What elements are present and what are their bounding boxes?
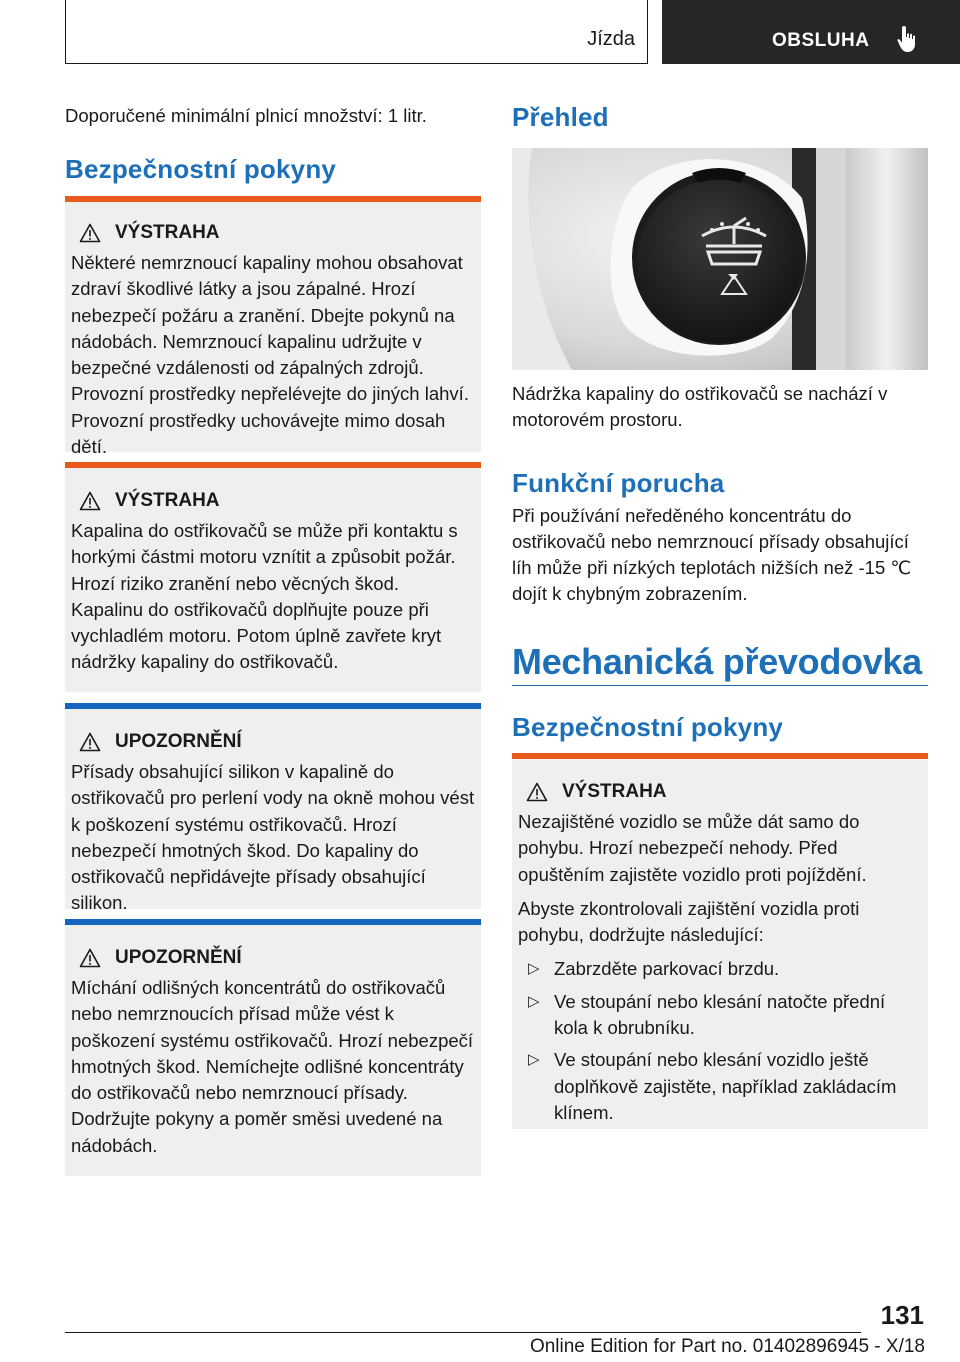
warning-triangle-icon	[79, 948, 101, 968]
left-safety-heading: Bezpečnostní pokyny	[65, 154, 337, 184]
warning-title: VÝSTRAHA	[562, 781, 667, 802]
notice-box-1	[65, 703, 481, 914]
washer-reservoir-photo	[512, 148, 928, 370]
footer-divider	[65, 1332, 861, 1333]
triangle-right-icon: ▷	[528, 1051, 540, 1069]
warning-box-2	[65, 462, 481, 692]
notice-title: UPOZORNĚNÍ	[115, 947, 242, 968]
notice-box-2	[65, 919, 481, 1176]
header-chapter-box	[662, 0, 960, 64]
warning-triangle-icon	[79, 491, 101, 511]
triangle-right-icon: ▷	[528, 992, 540, 1010]
warning-triangle-icon	[79, 223, 101, 243]
malfunction-heading: Funkční porucha	[512, 468, 725, 498]
header-section-label: Jízda	[587, 28, 635, 50]
notice-text: Míchání odlišných koncentrátů do ostřikovačů nebo nemrznoucích přísad může vést k poškození systému ostřikovačů. Hrozí nebezpečí hmotných škod. Nemíchejte odlišné koncentráty do ostřikovačů nebo nemrznoucí přísady. Dodržujte pokyny a poměr směsi uvedené na nádobách.	[71, 977, 474, 1156]
warning-bar	[65, 196, 481, 202]
warning-text: Některé nemrznoucí kapaliny mohou obsahovat zdraví škodlivé látky a jsou zápalné. Hrozí nebezpečí požáru a zranění. Dbejte pokynů na nádobách. Nemrznoucí kapalinu udržujte v bezpečné vzdálenosti od zápalných zdrojů. Provozní prostředky nepřelévejte do jiných lahví. Provozní prostředky uchovávejte mimo dosah dětí.	[71, 252, 469, 458]
warning-box-3	[512, 753, 928, 1129]
warning-title: VÝSTRAHA	[115, 222, 220, 243]
steps-list	[518, 956, 922, 1126]
right-safety-heading: Bezpečnostní pokyny	[512, 712, 784, 742]
warning-box-1	[65, 196, 481, 458]
page-number: 131	[880, 1300, 924, 1330]
notice-bar	[65, 703, 481, 709]
warning-text: Nezajištěné vozidlo se může dát samo do pohybu. Hrozí nebezpečí nehody. Před opuštěním zajistěte vozidlo proti pojíždění.	[518, 811, 867, 885]
footer-edition: Online Edition for Part no. 01402896945 - X/18	[529, 1336, 925, 1357]
header-chapter-label: OBSLUHA	[772, 30, 870, 51]
warning-bar	[512, 753, 928, 759]
overview-heading: Přehled	[512, 102, 609, 132]
notice-bar	[65, 919, 481, 925]
triangle-right-icon: ▷	[528, 960, 540, 978]
warning-title: VÝSTRAHA	[115, 490, 220, 511]
photo-caption: Nádržka kapaliny do ostřikovačů se nachází v motorovém prostoru.	[512, 383, 888, 430]
malfunction-text: Při používání neředěného koncentrátu do ostřikovačů nebo nemrznoucí přísady obsahující líh může při nízkých teplotách nižších než -15 ℃ dojít k chybným zobrazením.	[512, 505, 912, 604]
list-item: ▷ Ve stoupání nebo klesání vozidlo ještě doplňkově zajistěte, například zakládacím klínem.	[528, 1049, 897, 1123]
notice-title: UPOZORNĚNÍ	[115, 731, 242, 752]
steps-intro: Abyste zkontrolovali zajištění vozidla proti pohybu, dodržujte následující:	[518, 897, 860, 946]
list-item: ▷ Ve stoupání nebo klesání natočte přední kola k obrubníku.	[528, 990, 886, 1039]
warning-triangle-icon	[79, 732, 101, 752]
warning-bar	[65, 462, 481, 468]
pointing-hand-icon	[895, 24, 921, 54]
chapter-underline	[512, 685, 928, 686]
list-item: ▷ Zabrzděte parkovací brzdu.	[518, 956, 922, 982]
notice-text: Přísady obsahující silikon v kapalině do ostřikovačů pro perlení vody na okně mohou vést k poškození systému ostřikovačů. Hrozí nebezpečí hmotných škod. Do kapaliny do ostřikovačů nepřidávejte přísady obsahující silikon.	[71, 761, 475, 914]
intro-text: Doporučené minimální plnicí množství: 1 litr.	[65, 105, 427, 126]
header-section-box	[65, 0, 648, 64]
chapter-heading: Mechanická převodovka	[512, 641, 922, 682]
washer-fluid-cap-illustration	[512, 148, 928, 370]
warning-text: Kapalina do ostřikovačů se může při kontaktu s horkými částmi motoru vznítit a způsobit požár. Hrozí riziko zranění nebo věcných škod. Kapalinu do ostřikovačů doplňujte pouze při vychladlém motoru. Potom úplně zavřete kryt nádržky kapaliny do ostřikovačů.	[71, 520, 458, 673]
warning-triangle-icon	[526, 782, 548, 802]
